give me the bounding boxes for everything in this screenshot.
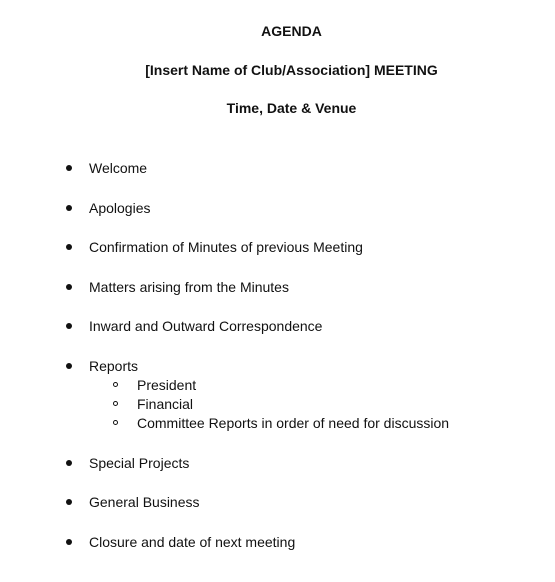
bullet-icon bbox=[66, 323, 72, 329]
agenda-title: AGENDA bbox=[261, 23, 322, 39]
bullet-icon bbox=[66, 499, 72, 505]
agenda-item-label: Welcome bbox=[89, 160, 148, 176]
agenda-item-label: Special Projects bbox=[89, 455, 190, 471]
agenda-item-label: Matters arising from the Minutes bbox=[89, 279, 289, 295]
report-subitem-label: Financial bbox=[137, 396, 194, 412]
agenda-item-label: Confirmation of Minutes of previous Meeting bbox=[89, 239, 363, 255]
agenda-item-label: General Business bbox=[89, 494, 200, 510]
bullet-icon bbox=[66, 539, 72, 545]
bullet-icon bbox=[66, 284, 72, 290]
bullet-icon bbox=[66, 244, 72, 250]
agenda-item-label: Inward and Outward Correspondence bbox=[89, 318, 323, 334]
hollow-bullet-icon bbox=[113, 382, 118, 387]
agenda-item-label: Apologies bbox=[89, 200, 151, 216]
bullet-icon bbox=[66, 205, 72, 211]
bullet-icon bbox=[66, 165, 72, 171]
bullet-icon bbox=[66, 363, 72, 369]
report-subitem-label: Committee Reports in order of need for discussion bbox=[137, 415, 450, 431]
hollow-bullet-icon bbox=[113, 420, 118, 425]
report-subitem-label: President bbox=[137, 377, 197, 393]
agenda-item-label: Closure and date of next meeting bbox=[89, 534, 296, 550]
meeting-name: [Insert Name of Club/Association] MEETING bbox=[145, 62, 438, 78]
time-date-venue: Time, Date & Venue bbox=[226, 100, 357, 116]
bullet-icon bbox=[66, 460, 72, 466]
hollow-bullet-icon bbox=[113, 401, 118, 406]
agenda-item-label: Reports bbox=[89, 358, 139, 374]
